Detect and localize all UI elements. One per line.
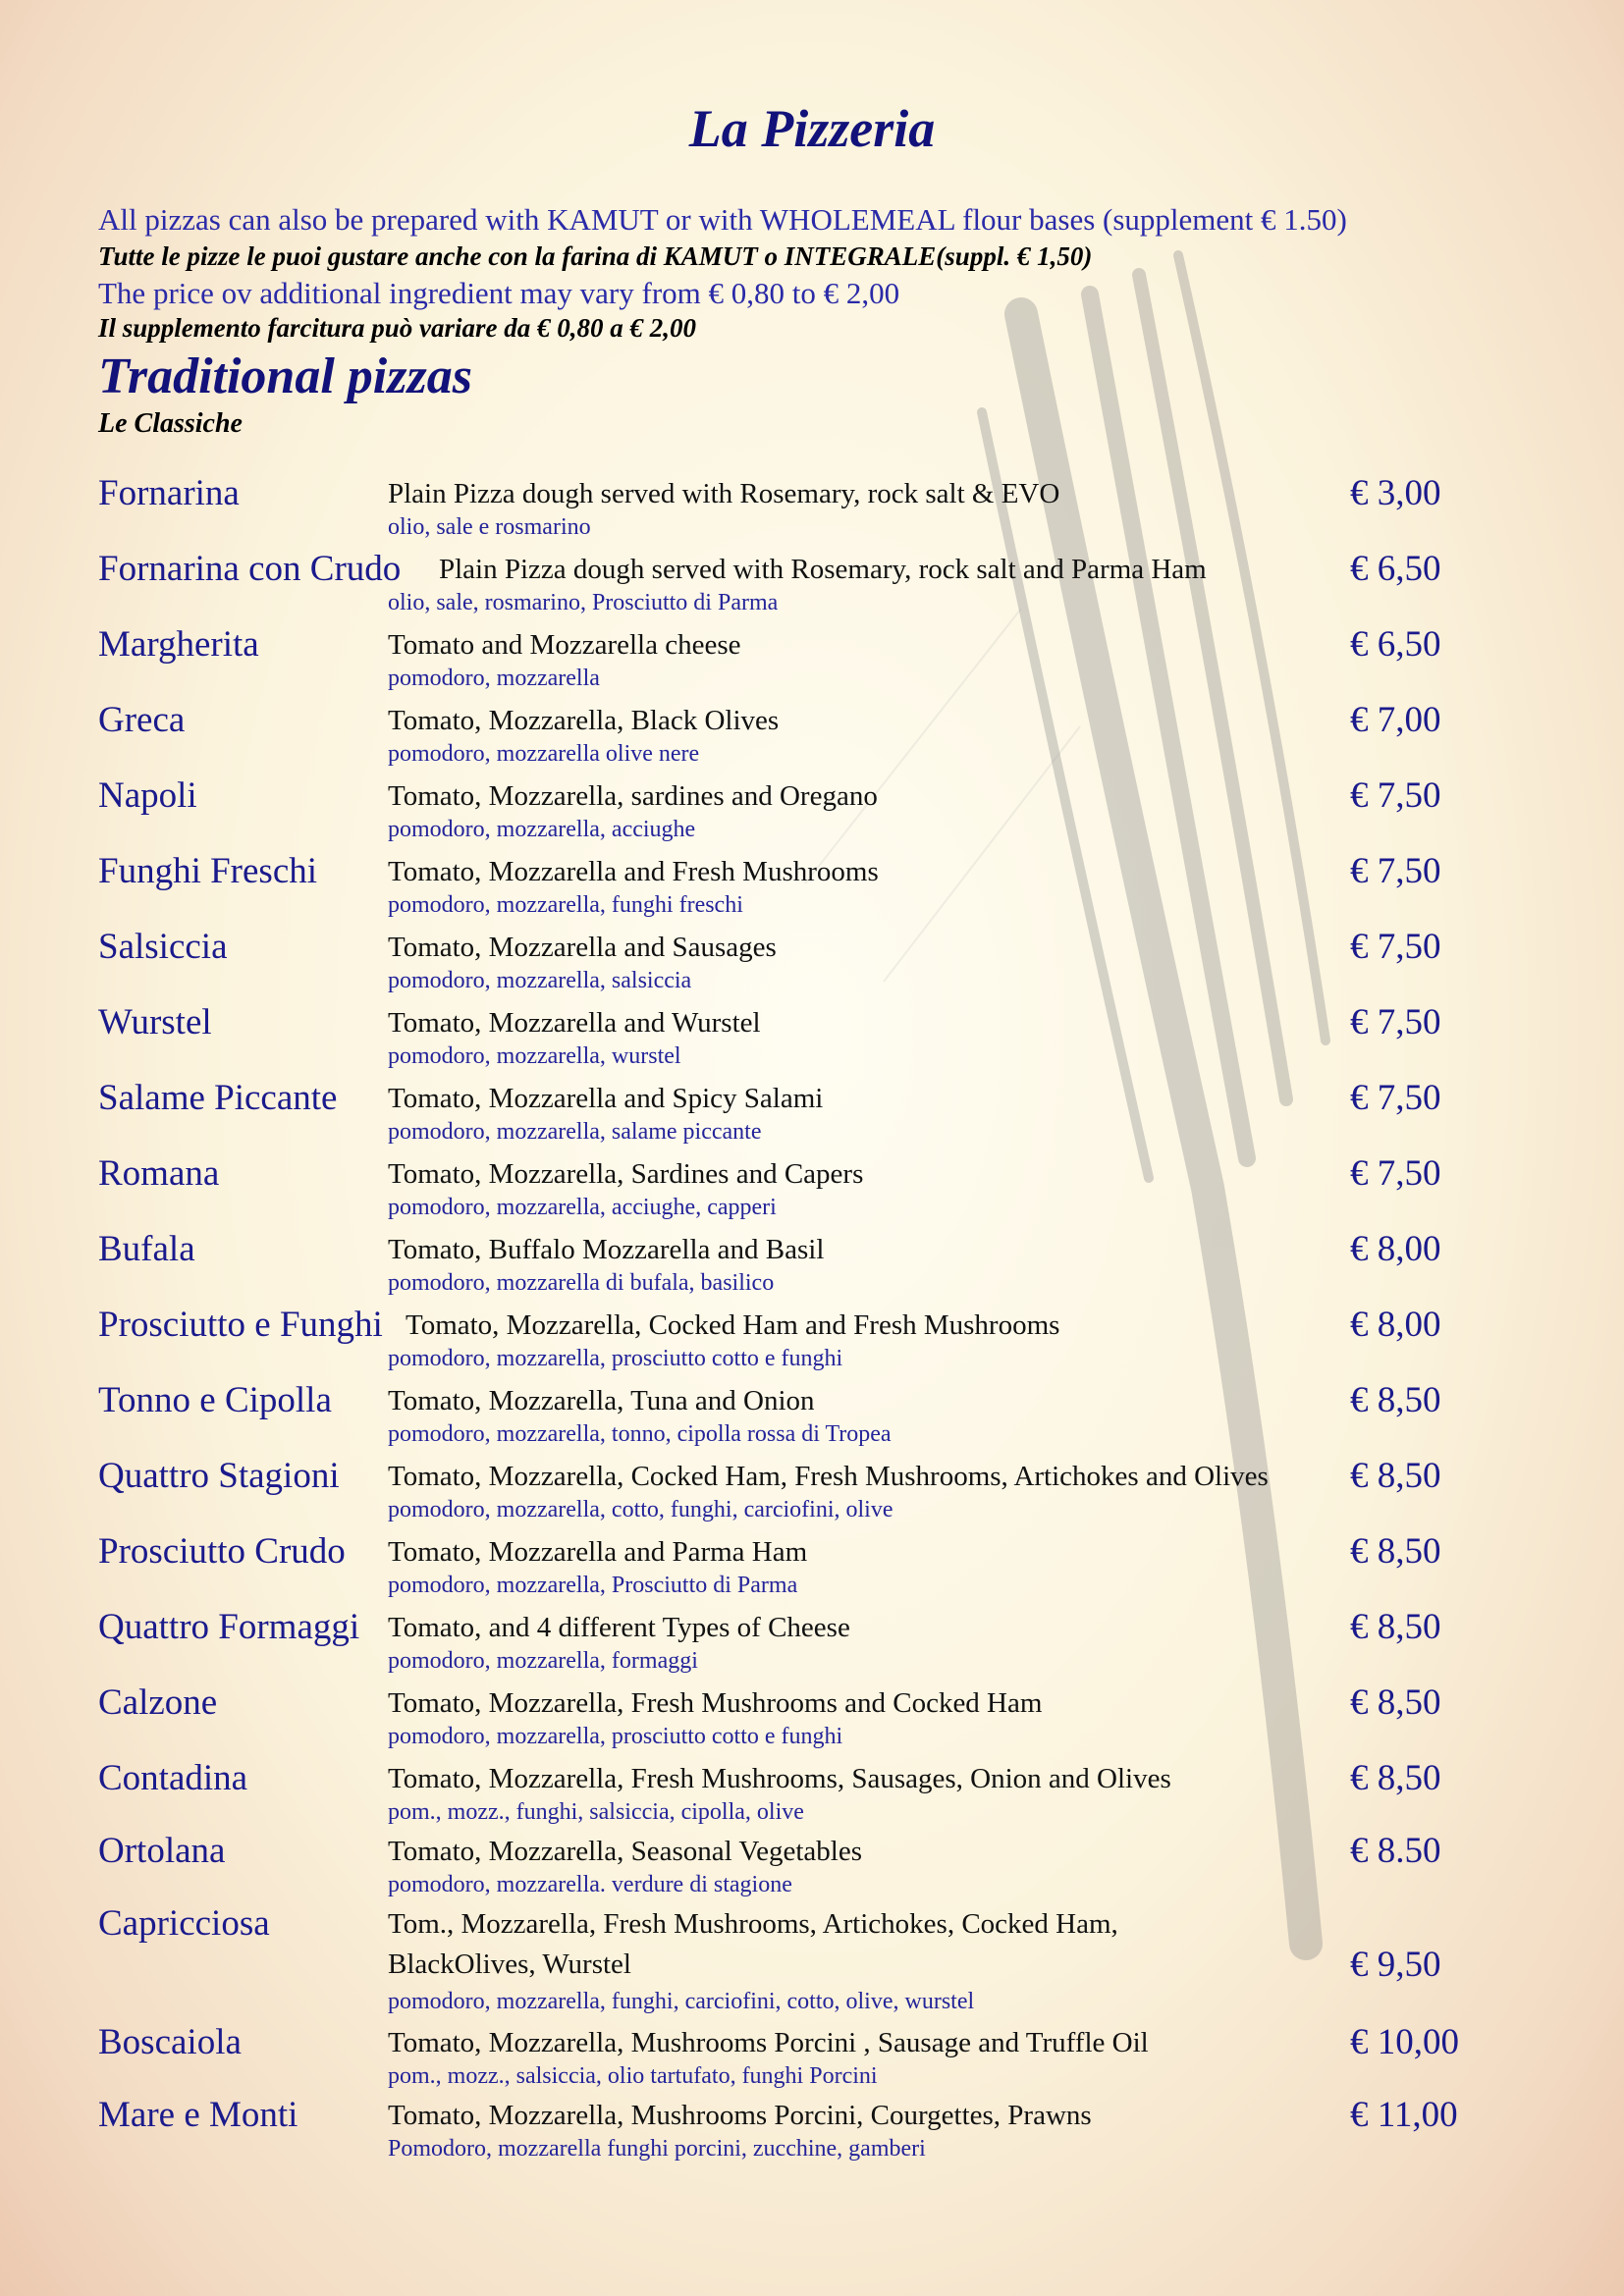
- pizza-description: Tomato, Mozzarella, Black Olives: [388, 705, 780, 736]
- pizza-name: Capricciosa: [98, 1903, 270, 1944]
- pizza-description: Tomato, Mozzarella and Fresh Mushrooms: [388, 856, 879, 887]
- pizza-description: Tomato and Mozzarella cheese: [388, 629, 741, 661]
- pizza-description: Plain Pizza dough served with Rosemary, rock salt & EVO: [388, 478, 1060, 509]
- pizza-description-italian: pomodoro, mozzarella olive nere: [388, 741, 700, 767]
- pizza-description-italian: olio, sale e rosmarino: [388, 514, 591, 540]
- pizza-price: € 8,00: [1350, 1305, 1441, 1345]
- pizza-name: Contadina: [98, 1758, 248, 1798]
- pizza-price: € 9,50: [1350, 1945, 1441, 1985]
- pizza-description-italian: pomodoro, mozzarella, funghi, carciofini, cotto, olive, wurstel: [388, 1989, 975, 2014]
- pizza-description: Tom., Mozzarella, Fresh Mushrooms, Artichokes, Cocked Ham,: [388, 1908, 1118, 1940]
- pizza-description-italian: pomodoro, mozzarella di bufala, basilico: [388, 1270, 775, 1296]
- pizza-description: Tomato, and 4 different Types of Cheese: [388, 1612, 850, 1643]
- pizza-description: Tomato, Mozzarella and Sausages: [388, 932, 777, 963]
- pizza-description-italian: pomodoro, mozzarella. verdure di stagione: [388, 1872, 792, 1897]
- pizza-price: € 10,00: [1350, 2022, 1459, 2062]
- pizza-name: Salame Piccante: [98, 1078, 338, 1118]
- pizza-price: € 7,50: [1350, 775, 1441, 816]
- pizza-description-italian: pomodoro, mozzarella, Prosciutto di Parma: [388, 1573, 798, 1598]
- pizza-description-italian: pomodoro, mozzarella, tonno, cipolla rossa di Tropea: [388, 1421, 892, 1447]
- pizza-description: Tomato, Buffalo Mozzarella and Basil: [388, 1234, 825, 1265]
- pizza-description-line-2: BlackOlives, Wurstel: [388, 1949, 631, 1980]
- intro-line-en-2: The price ov additional ingredient may vary from € 0,80 to € 2,00: [98, 276, 900, 310]
- pizza-name: Tonno e Cipolla: [98, 1380, 332, 1420]
- intro-line-en-1: All pizzas can also be prepared with KAMUT or with WHOLEMEAL flour bases (supplement € 1.50): [98, 202, 1347, 237]
- pizza-price: € 8,50: [1350, 1607, 1441, 1647]
- pizza-description-italian: pomodoro, mozzarella, salame piccante: [388, 1119, 762, 1145]
- pizza-price: € 8.50: [1350, 1831, 1441, 1871]
- pizza-name: Quattro Stagioni: [98, 1456, 340, 1496]
- intro-line-it-1: Tutte le pizze le puoi gustare anche con la farina di KAMUT o INTEGRALE(suppl. € 1,50): [98, 241, 1093, 271]
- pizza-description-italian: pomodoro, mozzarella, salsiccia: [388, 968, 692, 993]
- pizza-description: Tomato, Mozzarella, Tuna and Onion: [388, 1385, 815, 1416]
- pizza-description-italian: pomodoro, mozzarella, funghi freschi: [388, 892, 743, 918]
- pizza-name: Ortolana: [98, 1831, 226, 1871]
- pizza-description: Tomato, Mozzarella, Fresh Mushrooms, Sausages, Onion and Olives: [388, 1763, 1171, 1794]
- page-title: La Pizzeria: [688, 99, 936, 158]
- pizza-name: Fornarina con Crudo: [98, 549, 402, 589]
- pizza-description-italian: pom., mozz., funghi, salsiccia, cipolla, olive: [388, 1799, 804, 1825]
- pizza-description: Tomato, Mozzarella, sardines and Oregano: [388, 780, 878, 812]
- pizza-description-italian: pomodoro, mozzarella, prosciutto cotto e funghi: [388, 1346, 843, 1371]
- pizza-price: € 7,50: [1350, 927, 1441, 967]
- pizza-price: € 7,50: [1350, 851, 1441, 891]
- pizza-description: Tomato, Mozzarella, Cocked Ham, Fresh Mushrooms, Artichokes and Olives: [388, 1461, 1269, 1492]
- pizza-description: Tomato, Mozzarella, Sardines and Capers: [388, 1158, 864, 1190]
- pizza-name: Greca: [98, 700, 186, 740]
- pizza-description: Tomato, Mozzarella, Cocked Ham and Fresh Mushrooms: [406, 1309, 1060, 1341]
- pizza-price: € 8,00: [1350, 1229, 1441, 1269]
- pizza-price: € 8,50: [1350, 1380, 1441, 1420]
- pizza-name: Boscaiola: [98, 2022, 242, 2062]
- pizza-description: Tomato, Mozzarella, Fresh Mushrooms and Cocked Ham: [388, 1687, 1043, 1719]
- pizza-description-italian: Pomodoro, mozzarella funghi porcini, zucchine, gamberi: [388, 2136, 926, 2162]
- pizza-name: Napoli: [98, 775, 197, 816]
- intro-line-it-2: Il supplemento farcitura può variare da € 0,80 a € 2,00: [98, 313, 697, 343]
- pizza-description: Tomato, Mozzarella, Mushrooms Porcini , Sausage and Truffle Oil: [388, 2027, 1149, 2058]
- pizza-description: Tomato, Mozzarella and Parma Ham: [388, 1536, 808, 1568]
- section-title: Traditional pizzas: [98, 348, 472, 404]
- pizza-name: Quattro Formaggi: [98, 1607, 360, 1647]
- pizza-name: Wurstel: [98, 1002, 212, 1042]
- pizza-price: € 7,00: [1350, 700, 1441, 740]
- pizza-description: Plain Pizza dough served with Rosemary, rock salt and Parma Ham: [439, 554, 1207, 585]
- section-subtitle: Le Classiche: [98, 408, 243, 439]
- pizza-description-italian: pomodoro, mozzarella, cotto, funghi, carciofini, olive: [388, 1497, 893, 1522]
- pizza-price: € 8,50: [1350, 1531, 1441, 1572]
- pizza-description-italian: pomodoro, mozzarella, acciughe: [388, 817, 696, 842]
- pizza-price: € 6,50: [1350, 624, 1441, 665]
- pizza-description-italian: pom., mozz., salsiccia, olio tartufato, funghi Porcini: [388, 2063, 878, 2089]
- pizza-name: Prosciutto e Funghi: [98, 1305, 383, 1345]
- pizza-price: € 7,50: [1350, 1153, 1441, 1194]
- pizza-description-italian: pomodoro, mozzarella, acciughe, capperi: [388, 1195, 777, 1220]
- pizza-description-italian: pomodoro, mozzarella, wurstel: [388, 1043, 681, 1069]
- pizza-description: Tomato, Mozzarella and Wurstel: [388, 1007, 761, 1039]
- pizza-price: € 6,50: [1350, 549, 1441, 589]
- pizza-description: Tomato, Mozzarella, Mushrooms Porcini, Courgettes, Prawns: [388, 2100, 1092, 2131]
- pizza-name: Margherita: [98, 624, 259, 665]
- pizza-price: € 3,00: [1350, 473, 1441, 513]
- pizza-description: Tomato, Mozzarella, Seasonal Vegetables: [388, 1836, 863, 1867]
- pizza-name: Calzone: [98, 1682, 218, 1723]
- pizza-price: € 7,50: [1350, 1078, 1441, 1118]
- pizza-price: € 8,50: [1350, 1456, 1441, 1496]
- pizza-description-italian: pomodoro, mozzarella: [388, 666, 600, 691]
- pizza-description-italian: pomodoro, mozzarella, prosciutto cotto e funghi: [388, 1724, 843, 1749]
- pizza-name: Bufala: [98, 1229, 195, 1269]
- pizza-name: Salsiccia: [98, 927, 228, 967]
- pizza-name: Romana: [98, 1153, 220, 1194]
- pizza-description-italian: pomodoro, mozzarella, formaggi: [388, 1648, 698, 1674]
- pizza-name: Mare e Monti: [98, 2095, 298, 2135]
- pizza-name: Fornarina: [98, 473, 240, 513]
- pizza-description: Tomato, Mozzarella and Spicy Salami: [388, 1083, 824, 1114]
- pizza-price: € 7,50: [1350, 1002, 1441, 1042]
- pizza-name: Funghi Freschi: [98, 851, 318, 891]
- pizza-price: € 11,00: [1350, 2095, 1458, 2135]
- pizza-description-italian: olio, sale, rosmarino, Prosciutto di Parma: [388, 590, 779, 615]
- pizza-price: € 8,50: [1350, 1758, 1441, 1798]
- pizza-price: € 8,50: [1350, 1682, 1441, 1723]
- pizza-name: Prosciutto Crudo: [98, 1531, 346, 1572]
